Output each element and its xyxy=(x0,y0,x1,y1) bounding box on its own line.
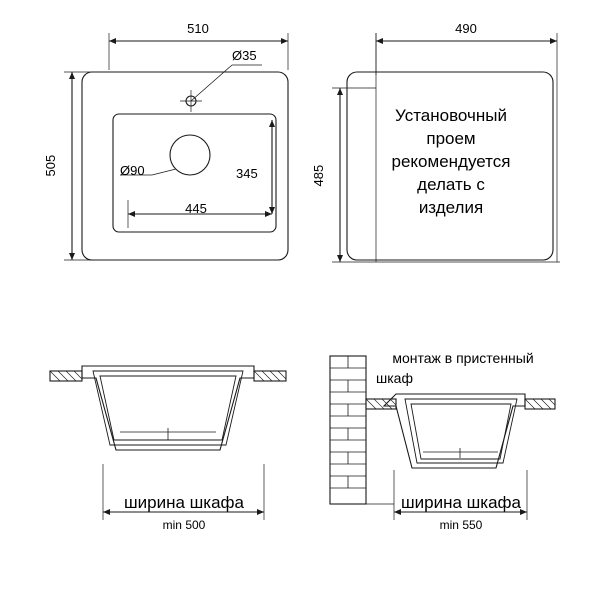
cabinet-width-min-left: min 500 xyxy=(162,518,206,532)
cutout-note-line-2: проем xyxy=(426,128,476,148)
dimension-label-drain-hole-diameter: Ø90 xyxy=(120,163,145,178)
wall-mount-note xyxy=(368,349,558,388)
cutout-note-line-5: изделия xyxy=(418,197,484,217)
wall-mount-note-line-1: монтаж в пристенный xyxy=(392,350,534,366)
cabinet-width-caption-left: ширина шкафа xyxy=(124,493,244,512)
wall-mount-note-line-2: шкаф xyxy=(376,369,413,386)
dimension-label-inner-height-345: 345 xyxy=(236,166,258,181)
dimension-label-tap-hole-diameter: Ø35 xyxy=(232,48,257,63)
cutout-note-line-3: рекомендуется xyxy=(391,151,511,171)
dimension-label-height-505: 505 xyxy=(43,154,59,177)
cutout-note-line-1: Установочный xyxy=(395,106,507,125)
cutout-note-line-4: делать с xyxy=(417,174,485,194)
dimension-label-cutout-width-490: 490 xyxy=(455,21,477,36)
cabinet-width-caption-right: ширина шкафа xyxy=(401,493,521,512)
dimension-label-inner-width-445: 445 xyxy=(185,201,207,216)
dimension-label-cutout-height-485: 485 xyxy=(311,164,327,187)
cabinet-width-min-right: min 550 xyxy=(439,518,483,532)
dimension-label-width-510: 510 xyxy=(187,21,209,36)
cutout-note xyxy=(358,105,544,220)
